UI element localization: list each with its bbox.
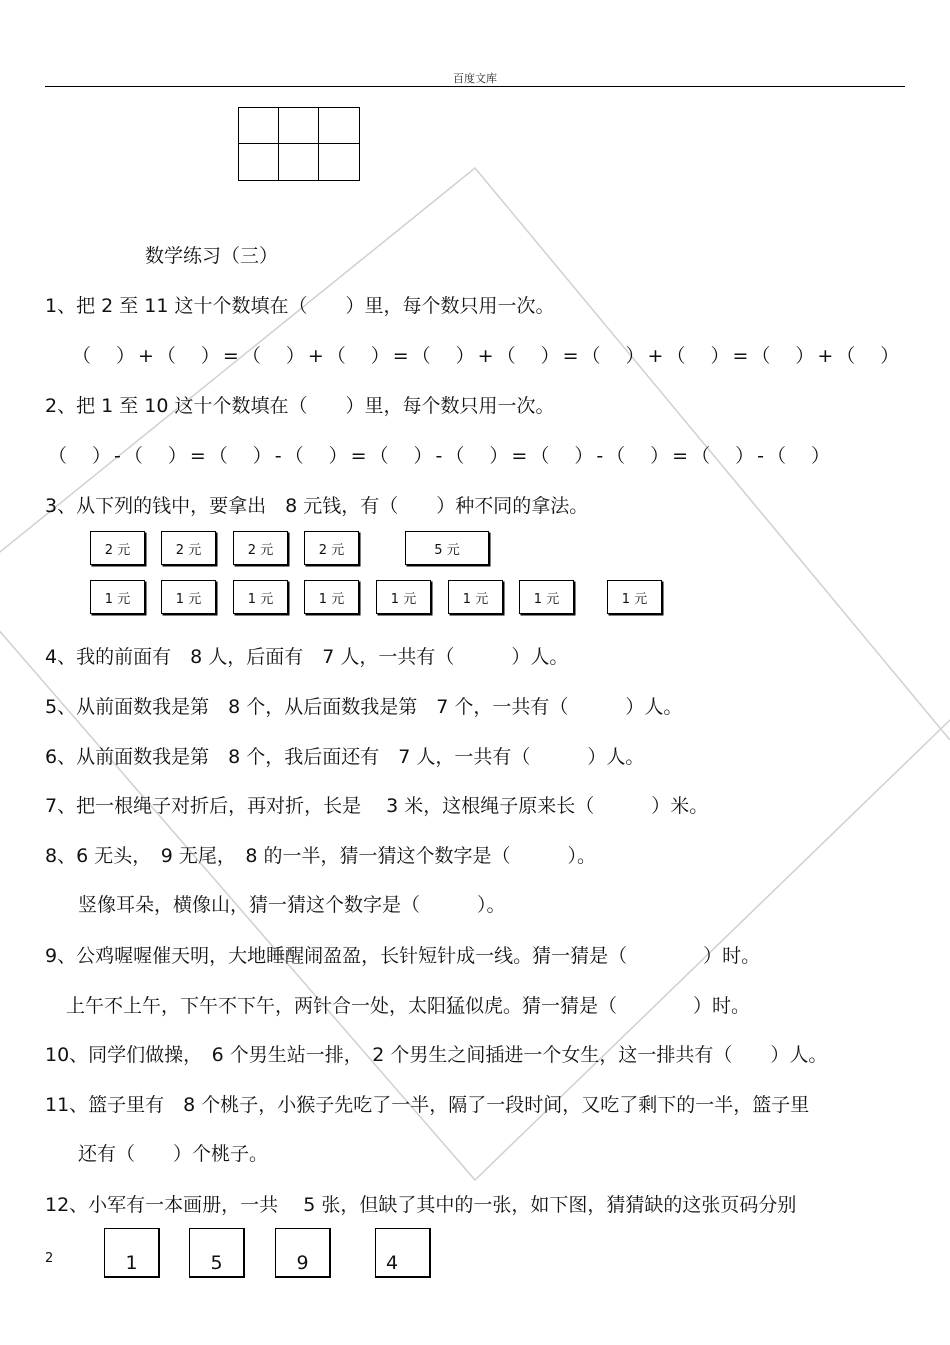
question-8: 8、6 无头， 9 无尾， 8 的一半，猜一猜这个数字是（ ）。 bbox=[45, 845, 596, 867]
question-1: 1、把 2 至 11 这十个数填在（ ）里，每个数只用一次。 bbox=[45, 295, 555, 317]
question-11-continued: 还有（ ）个桃子。 bbox=[78, 1143, 269, 1165]
answer-grid bbox=[238, 107, 360, 181]
money-coin: 1 元 bbox=[304, 580, 359, 614]
grid-cell bbox=[279, 108, 319, 144]
money-coin: 1 元 bbox=[233, 580, 288, 614]
money-note: 2 元 bbox=[304, 531, 359, 565]
page-box: 1 bbox=[104, 1228, 160, 1278]
page-box: 5 bbox=[189, 1228, 245, 1278]
question-1-expression: （ ）+（ ）=（ ）+（ ）=（ ）+（ ）=（ ）+（ ）=（ ）+（ ） bbox=[72, 345, 903, 367]
money-note: 2 元 bbox=[90, 531, 145, 565]
money-note: 2 元 bbox=[161, 531, 216, 565]
grid-cell bbox=[239, 144, 279, 180]
question-4: 4、我的前面有 8 人，后面有 7 人，一共有（ ）人。 bbox=[45, 646, 569, 668]
question-6: 6、从前面数我是第 8 个，我后面还有 7 人，一共有（ ）人。 bbox=[45, 746, 645, 768]
money-coin: 1 元 bbox=[376, 580, 431, 614]
page-box: 4 bbox=[375, 1228, 431, 1278]
question-2-expression: （ ）-（ ）=（ ）-（ ）=（ ）-（ ）=（ ）-（ ）=（ ）-（ ） bbox=[48, 445, 833, 467]
question-7: 7、把一根绳子对折后，再对折，长是 3 米，这根绳子原来长（ ）米。 bbox=[45, 795, 709, 817]
money-coin: 1 元 bbox=[448, 580, 503, 614]
question-2: 2、把 1 至 10 这十个数填在（ ）里，每个数只用一次。 bbox=[45, 395, 555, 417]
grid-cell bbox=[279, 144, 319, 180]
question-8-riddle: 竖像耳朵，横像山，猜一猜这个数字是（ ）。 bbox=[78, 894, 506, 916]
question-5: 5、从前面数我是第 8 个，从后面数我是第 7 个，一共有（ ）人。 bbox=[45, 696, 683, 718]
page-box: 9 bbox=[275, 1228, 331, 1278]
grid-cell bbox=[319, 108, 359, 144]
header-title: 百度文库 bbox=[453, 72, 497, 85]
money-note: 2 元 bbox=[233, 531, 288, 565]
question-10: 10、同学们做操， 6 个男生站一排， 2 个男生之间插进一个女生，这一排共有（ ）人。 bbox=[45, 1044, 828, 1066]
question-3: 3、从下列的钱中，要拿出 8 元钱，有（ ）种不同的拿法。 bbox=[45, 495, 589, 517]
question-11: 11、篮子里有 8 个桃子，小猴子先吃了一半，隔了一段时间，又吃了剩下的一半，篮子里 bbox=[45, 1094, 810, 1116]
grid-cell bbox=[239, 108, 279, 144]
page-title: 数学练习（三） bbox=[145, 245, 279, 267]
page-number: 2 bbox=[45, 1251, 54, 1266]
question-9: 9、公鸡喔喔催天明，大地睡醒闹盈盈，长针短针成一线。猜一猜是（ ）时。 bbox=[45, 945, 761, 967]
money-note: 5 元 bbox=[405, 531, 489, 565]
money-coin: 1 元 bbox=[161, 580, 216, 614]
money-coin: 1 元 bbox=[519, 580, 574, 614]
question-9-riddle: 上午不上午，下午不下午，两针合一处，太阳猛似虎。猜一猜是（ ）时。 bbox=[66, 995, 751, 1017]
grid-cell bbox=[319, 144, 359, 180]
money-coin: 1 元 bbox=[90, 580, 145, 614]
money-coin: 1 元 bbox=[607, 580, 662, 614]
question-12: 12、小军有一本画册，一共 5 张，但缺了其中的一张，如下图，猜猜缺的这张页码分别 bbox=[45, 1194, 797, 1216]
header-divider bbox=[45, 86, 905, 87]
